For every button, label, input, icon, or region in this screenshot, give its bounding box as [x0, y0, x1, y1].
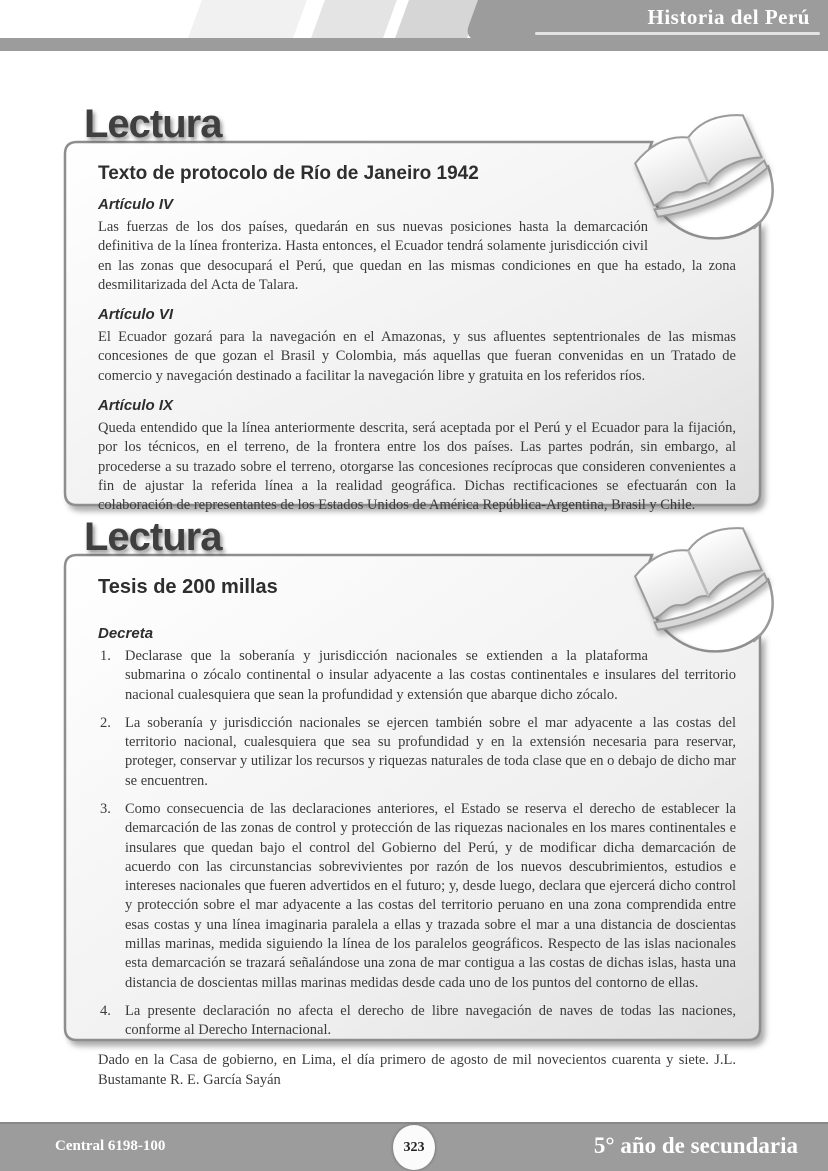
page-number-badge: 323 [393, 1125, 435, 1170]
box-title: Texto de protocolo de Río de Janeiro 1942 [98, 163, 479, 184]
header-course-title: Historia del Perú [647, 5, 810, 29]
open-book-icon [614, 98, 786, 230]
open-book-icon [614, 511, 786, 643]
decree-list [98, 647, 736, 1040]
item-number: 2. [100, 714, 111, 731]
item-text: La presente declaración no afecta el derecho de libre navegación de naves de todas las naciones, conforme al Derecho Internacional. [125, 1002, 736, 1039]
page-header [0, 0, 828, 52]
list-item [98, 714, 736, 791]
footer-phone: Central 6198-100 [55, 1138, 166, 1154]
item-text: Declarase que la soberanía y jurisdicción nacionales se extienden a la plataforma submarina o zócalo continental o insular adyacente a las costas continentales e insulares del territorio nacional cualesquiera que sean la profundidad y extensión que abarque dicho zócalo. [125, 648, 736, 703]
section-label: Lectura [84, 102, 222, 146]
article-text: Queda entendido que la línea anteriormente descrita, será aceptada por el Perú y el Ecuador para la fijación, por los técnicos, en el terreno, de la frontera entre los dos países. Las partes podrán, sin embargo, al procederse a su trazado sobre el terreno, otorgarse las concesiones recíprocas que consideren convenientes a fin de ajustar la referida línea a la realidad geográfica. Dichas rectificaciones se efectuarán con la colaboración de representantes de los Estados Unidos de América República-Argentina, Brasil y Chile. [98, 419, 736, 514]
article-heading: Artículo IX [98, 396, 174, 414]
section-label: Lectura [84, 515, 222, 559]
item-number: 4. [100, 1002, 111, 1019]
list-item [98, 800, 736, 993]
list-item [98, 647, 736, 705]
article-heading: Artículo VI [98, 306, 174, 324]
item-number: 3. [100, 800, 111, 817]
footer-grade: 5° año de secundaria [593, 1133, 798, 1158]
header-underline [535, 32, 820, 35]
article-text: Las fuerzas de los dos países, quedarán en sus nuevas posiciones hasta la demarcación definitiva de la línea fronteriza. Hasta entonces, el Ecuador tendrá solamente jurisdicción civil en las zonas que desocupará el Perú, que quedan en las mismas condiciones en que ha estado, la zona desmilitarizada del Acta de Talara. [98, 219, 736, 293]
reading-box-protocol [65, 142, 760, 514]
box-title: Tesis de 200 millas [98, 576, 278, 598]
closing-text: Dado en la Casa de gobierno, en Lima, el día primero de agosto de mil novecientos cuarenta y siete. J.L. Bustamante R. E. García Sayán [98, 1052, 736, 1088]
decree-subheading: Decreta [98, 625, 154, 642]
header-decorative-band [188, 0, 307, 38]
list-item [98, 1002, 736, 1041]
header-strip [0, 38, 828, 51]
article-heading: Artículo IV [98, 196, 174, 213]
item-text: La soberanía y jurisdicción nacionales se ejercen también sobre el mar adyacente a las costas del territorio nacional, cualesquiera que sea su profundidad y en la extensión necesaria para reservar, proteger, conservar y utilizar los recursos y riquezas naturales de toda clase que en o debajo de dicho mar se encuentren. [125, 714, 736, 789]
reading-box-tesis [65, 555, 760, 1088]
item-text: Como consecuencia de las declaraciones anteriores, el Estado se reserva el derecho de establecer la demarcación de las zonas de control y protección de las riquezas nacionales en los mares continentales e insulares que quedan bajo el control del Gobierno del Perú, y de modificar dicha demarcación de acuerdo con las circunstancias sobrevivientes por razón de los nuevos descubrimientos, estudios e intereses nacionales que fueren advertidos en el futuro; y, desde luego, declara que ejercerá dicho control y protección sobre el mar adyacente a las costas del territorio peruano en una zona comprendida entre esas costas y una línea imaginaria paralela a ellas y trazada sobre el mar a una distancia de doscientas millas marinas, medida siguiendo la línea de los paralelos geográficos. Respecto de las islas nacionales esta demarcación se trazará señalándose una zona de mar contigua a las costas de dichas islas, hasta una distancia de doscientas millas marinas medidas desde cada uno de los puntos del contorno de ellas. [125, 800, 736, 991]
article-text: El Ecuador gozará para la navegación en el Amazonas, y sus afluentes septentrionales de las mismas concesiones de que gozan el Brasil y Colombia, más aquellas que fueran convenidas en un Tratado de comercio y navegación destinado a facilitar la navegación libre y gratuita en los referidos ríos. [98, 329, 736, 384]
header-decorative-band [311, 0, 397, 38]
page-footer [0, 1122, 828, 1171]
item-number: 1. [100, 648, 111, 664]
